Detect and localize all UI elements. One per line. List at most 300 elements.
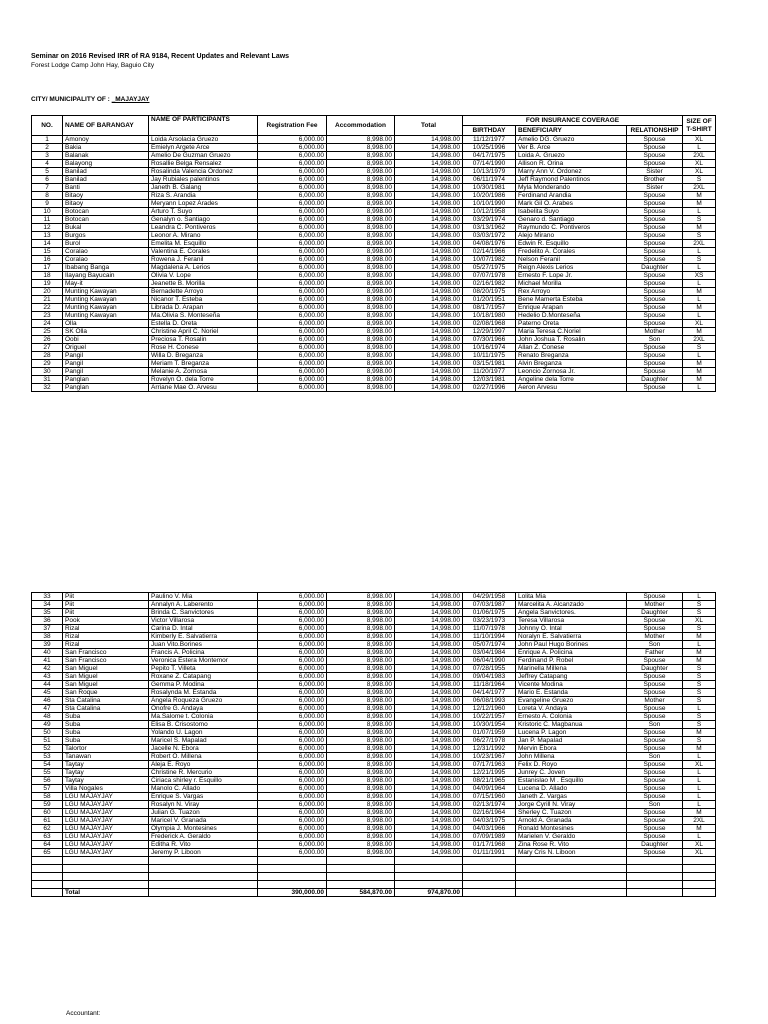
row-birthday: 12/21/1995 xyxy=(463,769,516,777)
table-row xyxy=(32,769,716,777)
row-relationship: Sister xyxy=(627,184,683,192)
row-no: 57 xyxy=(32,785,63,793)
row-barangay: LGU MAJAYJAY xyxy=(63,801,149,809)
row-accommodation: 8,998.00 xyxy=(327,200,395,208)
row-no: 12 xyxy=(32,224,63,232)
row-birthday: 03/23/1973 xyxy=(463,617,516,625)
row-relationship: Mother xyxy=(627,633,683,641)
row-barangay: Ilayang Bayucain xyxy=(63,272,149,280)
row-relationship: Spouse xyxy=(627,296,683,304)
row-relationship: Spouse xyxy=(627,344,683,352)
document-title: Seminar on 2016 Revised IRR of RA 9184, Recent Updates and Relevant Laws xyxy=(31,53,290,60)
row-birthday: 12/29/1997 xyxy=(463,328,516,336)
table-row xyxy=(32,304,716,312)
row-total: 14,998.00 xyxy=(395,817,463,825)
row-participant: Maricel S. Mapalad xyxy=(149,737,258,745)
row-tshirt: S xyxy=(683,344,716,352)
row-total: 14,998.00 xyxy=(395,593,463,601)
row-no: 18 xyxy=(32,272,63,280)
row-total: 14,998.00 xyxy=(395,729,463,737)
row-birthday: 05/07/1974 xyxy=(463,641,516,649)
table-row xyxy=(32,368,716,376)
row-total: 14,998.00 xyxy=(395,625,463,633)
row-no: 33 xyxy=(32,593,63,601)
empty-row xyxy=(32,873,716,881)
row-accommodation: 8,998.00 xyxy=(327,272,395,280)
row-relationship: Daughter xyxy=(627,665,683,673)
row-no: 4 xyxy=(32,160,63,168)
row-no: 38 xyxy=(32,633,63,641)
table-row xyxy=(32,352,716,360)
row-beneficiary: Evangeline Gruezo xyxy=(516,697,627,705)
row-relationship: Spouse xyxy=(627,817,683,825)
row-total: 14,998.00 xyxy=(395,136,463,144)
row-relationship: Son xyxy=(627,801,683,809)
table-body-part2 xyxy=(32,593,716,857)
row-barangay: Sta Catalina xyxy=(63,697,149,705)
row-accommodation: 8,998.00 xyxy=(327,809,395,817)
row-beneficiary: Nelson Feranil xyxy=(516,256,627,264)
row-participant: Yolando U. Lagon xyxy=(149,729,258,737)
row-relationship: Son xyxy=(627,753,683,761)
row-no: 27 xyxy=(32,344,63,352)
row-accommodation: 8,998.00 xyxy=(327,649,395,657)
col-birthday: BIRTHDAY xyxy=(463,126,516,136)
row-beneficiary: Marielen V. Geraldo xyxy=(516,833,627,841)
row-participant: Pepito T. Villeta xyxy=(149,665,258,673)
row-accommodation: 8,998.00 xyxy=(327,344,395,352)
row-total: 14,998.00 xyxy=(395,176,463,184)
row-participant: Julian G. Tuazon xyxy=(149,809,258,817)
row-tshirt: 2XL xyxy=(683,184,716,192)
row-accommodation: 8,998.00 xyxy=(327,841,395,849)
row-relationship: Spouse xyxy=(627,681,683,689)
row-reg-fee: 6,000.00 xyxy=(258,593,327,601)
row-relationship: Spouse xyxy=(627,729,683,737)
row-total: 14,998.00 xyxy=(395,152,463,160)
row-accommodation: 8,998.00 xyxy=(327,609,395,617)
row-participant: Emelita M. Esquillo xyxy=(149,240,258,248)
row-barangay: LGU MAJAYJAY xyxy=(63,833,149,841)
row-beneficiary: Renato Breganza xyxy=(516,352,627,360)
row-no: 26 xyxy=(32,336,63,344)
row-total: 14,998.00 xyxy=(395,344,463,352)
row-tshirt: L xyxy=(683,593,716,601)
row-reg-fee: 6,000.00 xyxy=(258,344,327,352)
row-barangay: SK Olla xyxy=(63,328,149,336)
row-barangay: Suba xyxy=(63,721,149,729)
row-participant: Ma.Olivia S. Monteseña xyxy=(149,312,258,320)
row-tshirt: XL xyxy=(683,617,716,625)
row-total: 14,998.00 xyxy=(395,705,463,713)
row-birthday: 06/27/1978 xyxy=(463,737,516,745)
row-participant: Editha R. Vito xyxy=(149,841,258,849)
row-tshirt: L xyxy=(683,312,716,320)
row-accommodation: 8,998.00 xyxy=(327,625,395,633)
row-birthday: 10/12/1958 xyxy=(463,208,516,216)
row-tshirt: XS xyxy=(683,272,716,280)
row-accommodation: 8,998.00 xyxy=(327,360,395,368)
row-barangay: Bitaoy xyxy=(63,192,149,200)
table-row xyxy=(32,809,716,817)
row-total: 14,998.00 xyxy=(395,320,463,328)
row-tshirt: M xyxy=(683,200,716,208)
row-reg-fee: 6,000.00 xyxy=(258,136,327,144)
row-tshirt: L xyxy=(683,801,716,809)
row-birthday: 10/10/1990 xyxy=(463,200,516,208)
row-birthday: 07/14/1990 xyxy=(463,160,516,168)
row-beneficiary: Lolita Mia xyxy=(516,593,627,601)
row-total: 14,998.00 xyxy=(395,192,463,200)
row-no: 34 xyxy=(32,601,63,609)
row-participant: Kimberly E. Salvatierra xyxy=(149,633,258,641)
row-no: 39 xyxy=(32,641,63,649)
row-total: 14,998.00 xyxy=(395,665,463,673)
row-accommodation: 8,998.00 xyxy=(327,216,395,224)
row-birthday: 12/12/1960 xyxy=(463,705,516,713)
table-row xyxy=(32,168,716,176)
row-reg-fee: 6,000.00 xyxy=(258,761,327,769)
row-total: 14,998.00 xyxy=(395,809,463,817)
row-no: 45 xyxy=(32,689,63,697)
row-reg-fee: 6,000.00 xyxy=(258,264,327,272)
row-relationship: Spouse xyxy=(627,256,683,264)
row-total: 14,998.00 xyxy=(395,224,463,232)
row-no: 43 xyxy=(32,673,63,681)
row-accommodation: 8,998.00 xyxy=(327,312,395,320)
row-beneficiary: Edwin R. Esquillo xyxy=(516,240,627,248)
row-participant: Riza S. Arandia xyxy=(149,192,258,200)
row-tshirt: 2XL xyxy=(683,152,716,160)
empty-row xyxy=(32,865,716,873)
row-beneficiary: Allan Z. Conese xyxy=(516,344,627,352)
row-tshirt: XL xyxy=(683,136,716,144)
row-participant: Estella D. Oreta xyxy=(149,320,258,328)
row-reg-fee: 6,000.00 xyxy=(258,649,327,657)
row-accommodation: 8,998.00 xyxy=(327,713,395,721)
row-relationship: Spouse xyxy=(627,216,683,224)
row-barangay: Piit xyxy=(63,593,149,601)
row-beneficiary: Leoncio Zornosa Jr. xyxy=(516,368,627,376)
row-reg-fee: 6,000.00 xyxy=(258,160,327,168)
row-total: 14,998.00 xyxy=(395,713,463,721)
row-total: 14,998.00 xyxy=(395,264,463,272)
row-birthday: 06/11/1974 xyxy=(463,176,516,184)
row-relationship: Spouse xyxy=(627,192,683,200)
row-barangay: LGU MAJAYJAY xyxy=(63,817,149,825)
row-participant: Robert O. Millena xyxy=(149,753,258,761)
row-tshirt: S xyxy=(683,625,716,633)
table-row xyxy=(32,232,716,240)
row-tshirt: L xyxy=(683,785,716,793)
row-barangay: LGU MAJAYJAY xyxy=(63,841,149,849)
row-no: 10 xyxy=(32,208,63,216)
row-tshirt: S xyxy=(683,665,716,673)
row-relationship: Spouse xyxy=(627,160,683,168)
row-birthday: 12/03/1981 xyxy=(463,376,516,384)
table-row xyxy=(32,649,716,657)
row-relationship: Spouse xyxy=(627,352,683,360)
row-relationship: Spouse xyxy=(627,272,683,280)
row-beneficiary: Angeline dela Torre xyxy=(516,376,627,384)
row-beneficiary: John Paul Hugo Borines xyxy=(516,641,627,649)
row-accommodation: 8,998.00 xyxy=(327,256,395,264)
row-beneficiary: Estanislao M . Esquillo xyxy=(516,777,627,785)
row-no: 6 xyxy=(32,176,63,184)
row-birthday: 07/03/1987 xyxy=(463,601,516,609)
row-reg-fee: 6,000.00 xyxy=(258,216,327,224)
table-row xyxy=(32,713,716,721)
row-relationship: Daughter xyxy=(627,841,683,849)
row-beneficiary: Genaro d. Santiago xyxy=(516,216,627,224)
city-line xyxy=(31,96,149,103)
row-tshirt: XL xyxy=(683,168,716,176)
row-relationship: Son xyxy=(627,336,683,344)
row-birthday: 10/07/1982 xyxy=(463,256,516,264)
row-total: 14,998.00 xyxy=(395,737,463,745)
row-relationship: Son xyxy=(627,721,683,729)
row-birthday: 04/14/1977 xyxy=(463,689,516,697)
row-total: 14,998.00 xyxy=(395,777,463,785)
row-beneficiary: John Millena xyxy=(516,753,627,761)
row-accommodation: 8,998.00 xyxy=(327,801,395,809)
row-beneficiary: Ernesto A. Colonia xyxy=(516,713,627,721)
row-participant: Annalyn A. Laberento xyxy=(149,601,258,609)
row-reg-fee: 6,000.00 xyxy=(258,681,327,689)
row-beneficiary: Mary Cris N. Liboon xyxy=(516,849,627,857)
table-row xyxy=(32,665,716,673)
row-accommodation: 8,998.00 xyxy=(327,753,395,761)
row-birthday: 06/08/1993 xyxy=(463,697,516,705)
row-total: 14,998.00 xyxy=(395,200,463,208)
row-birthday: 07/28/1955 xyxy=(463,665,516,673)
row-reg-fee: 6,000.00 xyxy=(258,328,327,336)
row-tshirt: L xyxy=(683,833,716,841)
row-reg-fee: 6,000.00 xyxy=(258,841,327,849)
row-beneficiary: Janeth Z. Vargas xyxy=(516,793,627,801)
row-participant: Francis A. Policina xyxy=(149,649,258,657)
row-barangay: San Francisco xyxy=(63,649,149,657)
row-barangay: Coralao xyxy=(63,256,149,264)
table-row xyxy=(32,176,716,184)
row-tshirt: L xyxy=(683,705,716,713)
row-reg-fee: 6,000.00 xyxy=(258,697,327,705)
row-barangay: Olla xyxy=(63,320,149,328)
row-reg-fee: 6,000.00 xyxy=(258,817,327,825)
row-relationship: Daughter xyxy=(627,376,683,384)
row-no: 61 xyxy=(32,817,63,825)
row-participant: Manolo C. Allado xyxy=(149,785,258,793)
row-relationship: Brother xyxy=(627,176,683,184)
row-no: 53 xyxy=(32,753,63,761)
row-relationship: Spouse xyxy=(627,849,683,857)
row-no: 8 xyxy=(32,192,63,200)
row-reg-fee: 6,000.00 xyxy=(258,729,327,737)
row-tshirt: S xyxy=(683,681,716,689)
row-relationship: Spouse xyxy=(627,705,683,713)
row-birthday: 02/16/1982 xyxy=(463,280,516,288)
row-beneficiary: Marry Ann V. Ordonez xyxy=(516,168,627,176)
row-no: 35 xyxy=(32,609,63,617)
row-accommodation: 8,998.00 xyxy=(327,176,395,184)
row-accommodation: 8,998.00 xyxy=(327,825,395,833)
row-barangay: Pook xyxy=(63,617,149,625)
row-accommodation: 8,998.00 xyxy=(327,160,395,168)
row-accommodation: 8,998.00 xyxy=(327,192,395,200)
row-beneficiary: Allison R. Orina xyxy=(516,160,627,168)
row-no: 2 xyxy=(32,144,63,152)
row-tshirt: M xyxy=(683,729,716,737)
row-relationship: Spouse xyxy=(627,625,683,633)
row-accommodation: 8,998.00 xyxy=(327,697,395,705)
row-accommodation: 8,998.00 xyxy=(327,248,395,256)
row-beneficiary: Sherley C. Tuazon xyxy=(516,809,627,817)
row-beneficiary: Marinella Millena xyxy=(516,665,627,673)
row-participant: Ma.Salome t. Colonia xyxy=(149,713,258,721)
row-tshirt: S xyxy=(683,609,716,617)
city-label: CITY/ MUNICIPALITY OF : xyxy=(31,96,112,103)
row-total: 14,998.00 xyxy=(395,216,463,224)
row-beneficiary: Hedelio D.Monteseña xyxy=(516,312,627,320)
row-no: 30 xyxy=(32,368,63,376)
row-total: 14,998.00 xyxy=(395,280,463,288)
row-no: 1 xyxy=(32,136,63,144)
row-barangay: Balayong xyxy=(63,160,149,168)
row-total: 14,998.00 xyxy=(395,240,463,248)
row-birthday: 10/25/1996 xyxy=(463,144,516,152)
row-accommodation: 8,998.00 xyxy=(327,665,395,673)
row-beneficiary: Mark Gil O. Arabes xyxy=(516,200,627,208)
row-participant: Olivia V. Lope xyxy=(149,272,258,280)
row-participant: Leonor A. Mirano xyxy=(149,232,258,240)
row-total: 14,998.00 xyxy=(395,833,463,841)
row-accommodation: 8,998.00 xyxy=(327,208,395,216)
row-birthday: 10/11/1975 xyxy=(463,352,516,360)
row-reg-fee: 6,000.00 xyxy=(258,168,327,176)
row-barangay: San Francisco xyxy=(63,657,149,665)
row-barangay: Rizal xyxy=(63,625,149,633)
table-row xyxy=(32,753,716,761)
row-reg-fee: 6,000.00 xyxy=(258,665,327,673)
row-accommodation: 8,998.00 xyxy=(327,184,395,192)
row-tshirt: L xyxy=(683,777,716,785)
row-no: 15 xyxy=(32,248,63,256)
totals-accommodation: 584,870.00 xyxy=(327,889,395,897)
row-total: 14,998.00 xyxy=(395,601,463,609)
table-row xyxy=(32,216,716,224)
row-relationship: Spouse xyxy=(627,144,683,152)
row-reg-fee: 6,000.00 xyxy=(258,184,327,192)
row-barangay: Taytay xyxy=(63,777,149,785)
row-barangay: Suba xyxy=(63,729,149,737)
row-participant: Rose H. Conese xyxy=(149,344,258,352)
row-beneficiary: Ronald Montesines xyxy=(516,825,627,833)
row-beneficiary: Jan P. Mapalad xyxy=(516,737,627,745)
row-beneficiary: Ferdinand P. Robel xyxy=(516,657,627,665)
row-total: 14,998.00 xyxy=(395,825,463,833)
row-tshirt: S xyxy=(683,737,716,745)
row-total: 14,998.00 xyxy=(395,232,463,240)
row-relationship: Mother xyxy=(627,697,683,705)
empty-row xyxy=(32,881,716,889)
row-total: 14,998.00 xyxy=(395,673,463,681)
row-participant: Arriane Mae O. Arvesu xyxy=(149,384,258,392)
row-reg-fee: 6,000.00 xyxy=(258,809,327,817)
row-birthday: 02/08/1968 xyxy=(463,320,516,328)
row-tshirt: M xyxy=(683,304,716,312)
row-barangay: Oobi xyxy=(63,336,149,344)
row-relationship: Spouse xyxy=(627,280,683,288)
row-relationship: Spouse xyxy=(627,368,683,376)
table-row xyxy=(32,681,716,689)
row-relationship: Spouse xyxy=(627,777,683,785)
row-accommodation: 8,998.00 xyxy=(327,785,395,793)
row-reg-fee: 6,000.00 xyxy=(258,368,327,376)
row-tshirt: XL xyxy=(683,841,716,849)
row-participant: Jeanette B. Morilla xyxy=(149,280,258,288)
row-relationship: Spouse xyxy=(627,320,683,328)
row-reg-fee: 6,000.00 xyxy=(258,609,327,617)
table-row xyxy=(32,224,716,232)
col-no: NO. xyxy=(32,116,63,136)
table-row xyxy=(32,288,716,296)
row-no: 11 xyxy=(32,216,63,224)
header-row xyxy=(32,116,716,126)
row-total: 14,998.00 xyxy=(395,649,463,657)
table-row xyxy=(32,328,716,336)
row-participant: Aleja E. Royo xyxy=(149,761,258,769)
row-tshirt: S xyxy=(683,176,716,184)
row-participant: Rosalynda M. Estanda xyxy=(149,689,258,697)
table-row xyxy=(32,312,716,320)
row-accommodation: 8,998.00 xyxy=(327,376,395,384)
row-birthday: 06/04/1990 xyxy=(463,657,516,665)
row-reg-fee: 6,000.00 xyxy=(258,777,327,785)
row-accommodation: 8,998.00 xyxy=(327,264,395,272)
row-relationship: Spouse xyxy=(627,785,683,793)
row-birthday: 07/30/1966 xyxy=(463,336,516,344)
row-reg-fee: 6,000.00 xyxy=(258,248,327,256)
row-reg-fee: 6,000.00 xyxy=(258,288,327,296)
table-row xyxy=(32,200,716,208)
row-reg-fee: 6,000.00 xyxy=(258,192,327,200)
row-no: 55 xyxy=(32,769,63,777)
table-row xyxy=(32,825,716,833)
row-barangay: LGU MAJAYJAY xyxy=(63,825,149,833)
row-relationship: Spouse xyxy=(627,657,683,665)
table-row xyxy=(32,697,716,705)
row-beneficiary: Teresa Villarosa xyxy=(516,617,627,625)
row-birthday: 10/30/1954 xyxy=(463,721,516,729)
row-participant: Magdalena A. Lerios xyxy=(149,264,258,272)
row-participant: Rosallie Belga Rensalez xyxy=(149,160,258,168)
row-birthday: 12/31/1992 xyxy=(463,745,516,753)
row-relationship: Spouse xyxy=(627,200,683,208)
row-tshirt: M xyxy=(683,657,716,665)
table-row xyxy=(32,633,716,641)
row-reg-fee: 6,000.00 xyxy=(258,721,327,729)
row-no: 29 xyxy=(32,360,63,368)
row-beneficiary: Jeffrey Catapang xyxy=(516,673,627,681)
table-row xyxy=(32,192,716,200)
row-participant: Librada D. Arapan xyxy=(149,304,258,312)
row-birthday: 07/09/1989 xyxy=(463,833,516,841)
row-tshirt: M xyxy=(683,192,716,200)
col-participant: NAME OF PARTICIPANTS xyxy=(149,116,258,136)
row-participant: Arturo T. Suyo xyxy=(149,208,258,216)
row-relationship: Father xyxy=(627,649,683,657)
row-accommodation: 8,998.00 xyxy=(327,849,395,857)
